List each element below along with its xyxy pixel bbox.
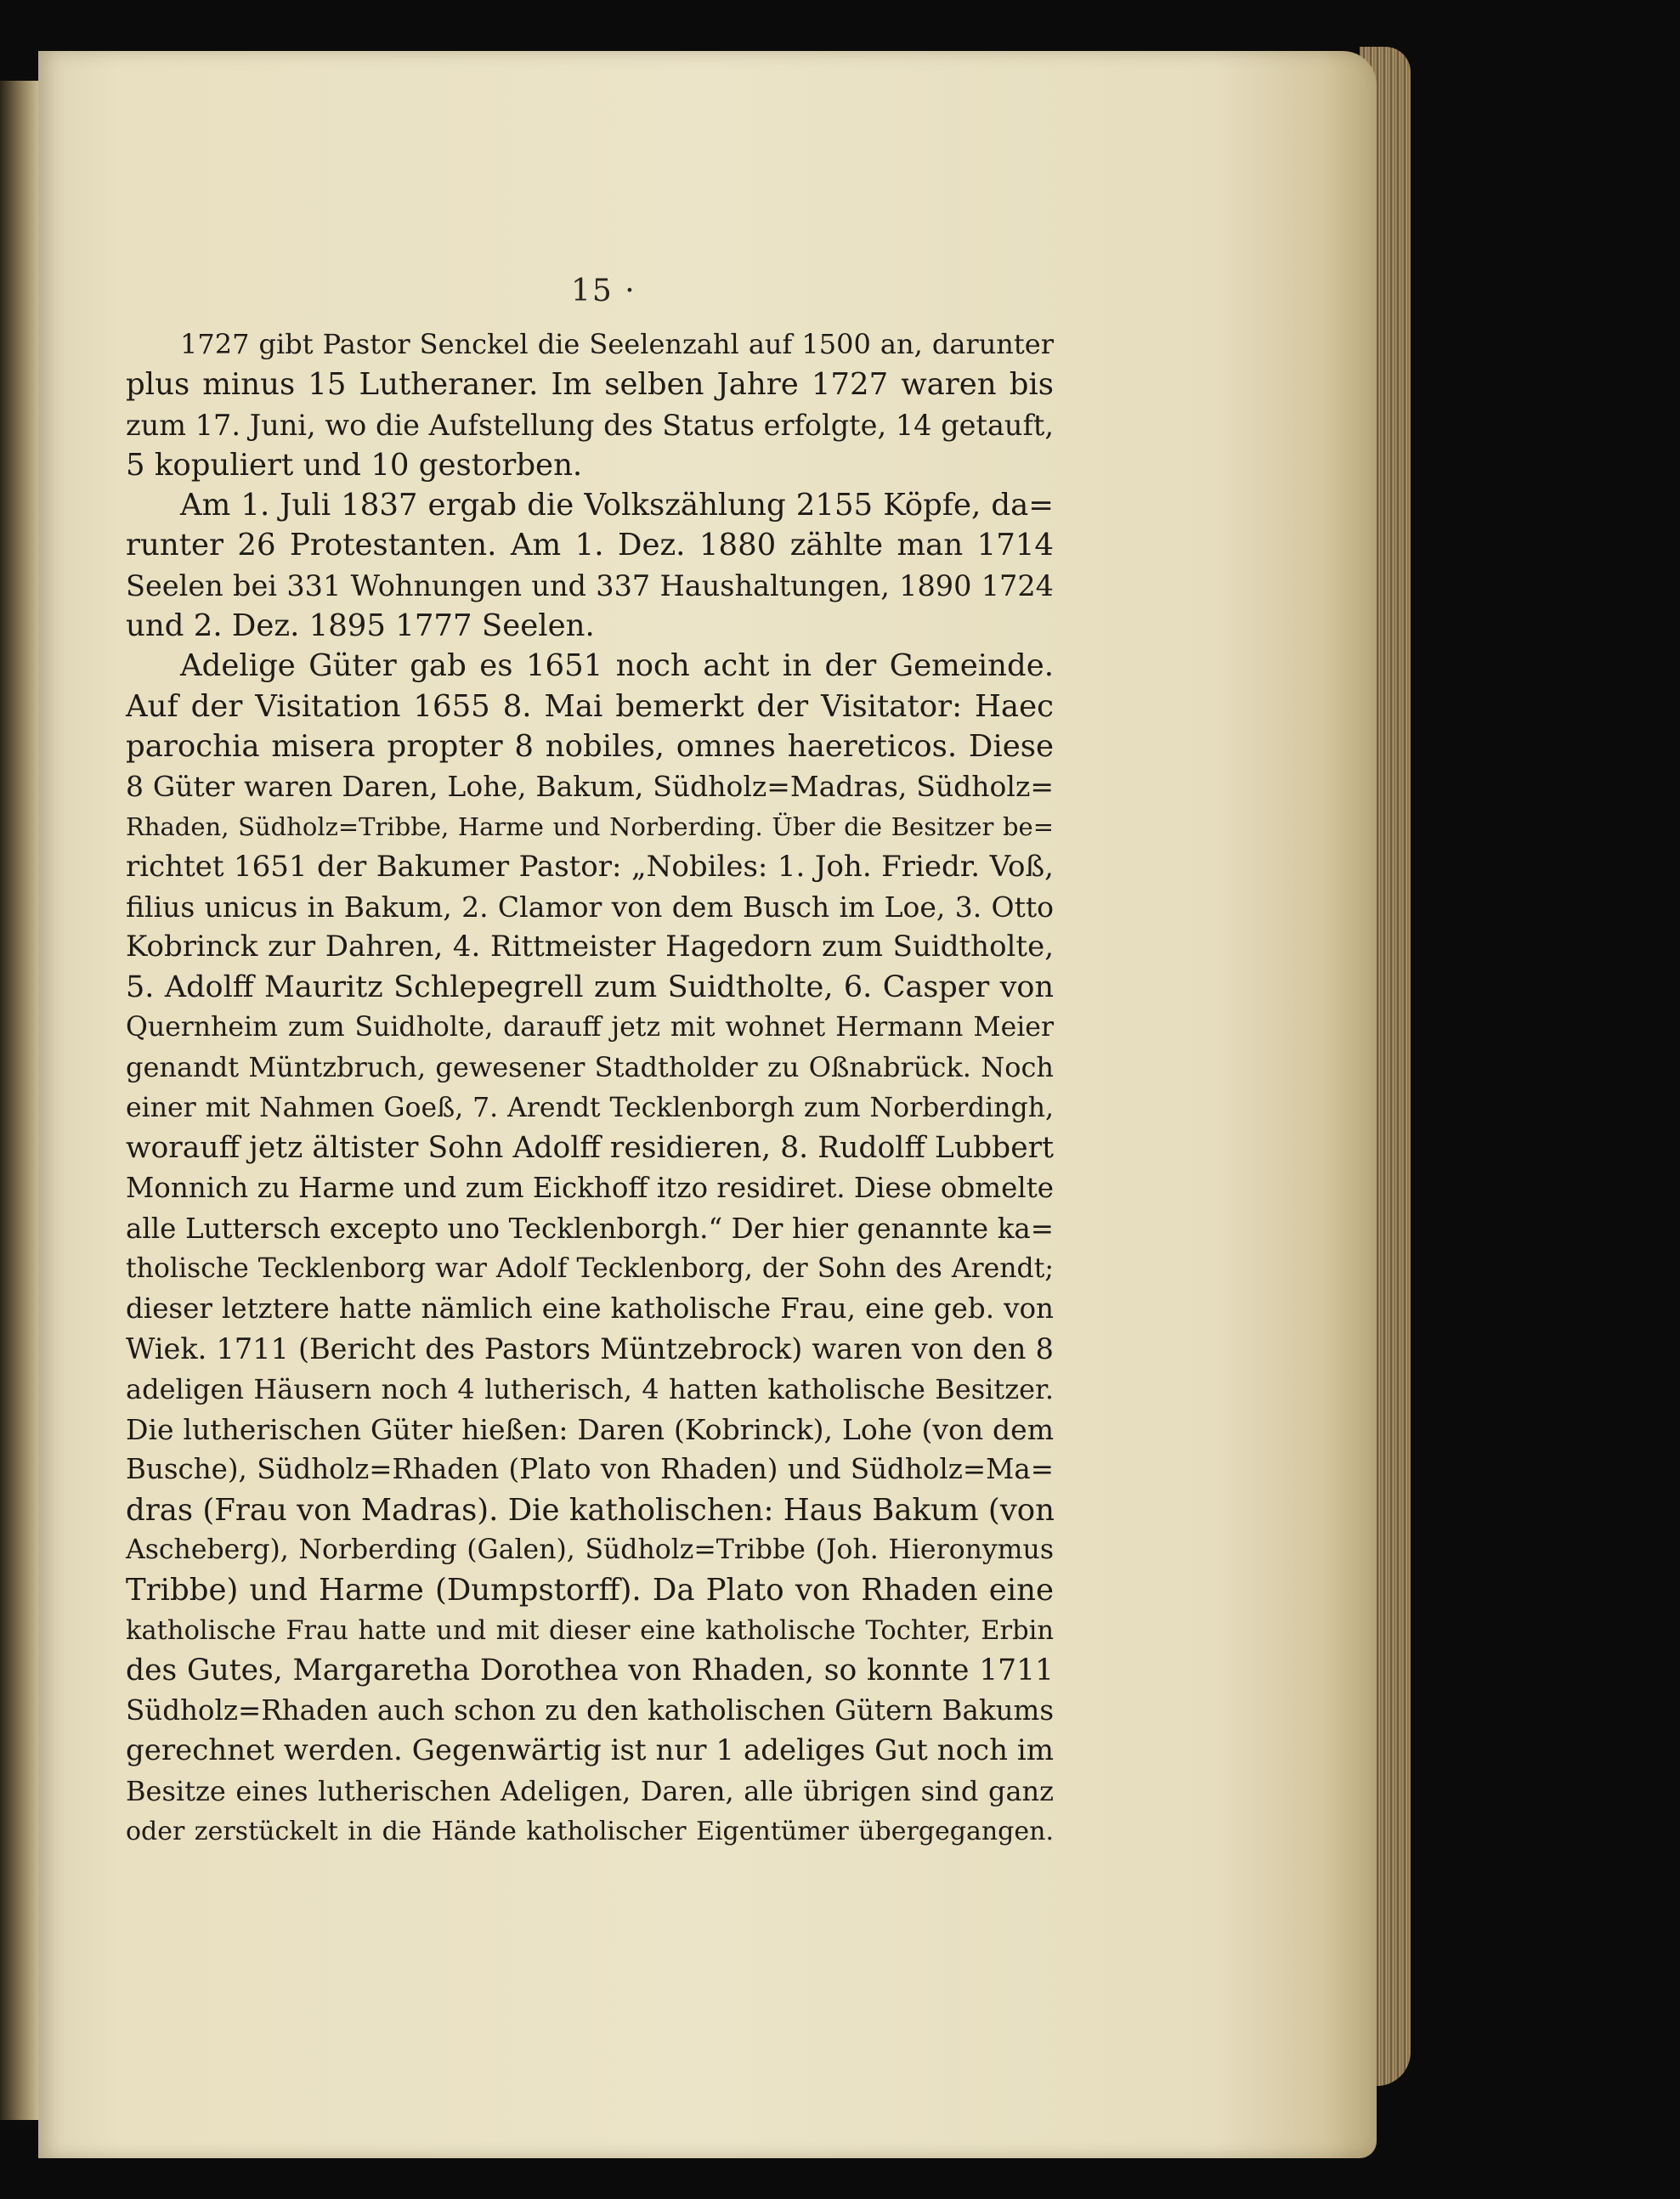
text-line: filius unicus in Bakum, 2. Clamor von dem Busch im Loe, 3. Otto (126, 890, 1054, 924)
text-line: Seelen bei 331 Wohnungen und 337 Haushaltungen, 1890 1724 (126, 568, 1054, 602)
text-line: Besitze eines lutherischen Adeligen, Daren, alle übrigen sind ganz (126, 1774, 1054, 1807)
text-line: 5 kopuliert und 10 gestorben. (126, 447, 583, 483)
text-line: alle Luttersch excepto uno Tecklenborgh.“ Der hier genannte ka= (126, 1212, 1054, 1245)
text-line: Rhaden, Südholz=Tribbe, Harme und Norberding. Über die Besitzer be= (126, 811, 1054, 841)
text-line: einer mit Nahmen Goeß, 7. Arendt Tecklenborgh zum Norberdingh, (126, 1092, 1054, 1123)
text-line: Monnich zu Harme und zum Eickhoff itzo residiret. Diese obmelte (126, 1172, 1054, 1205)
text-line: Am 1. Juli 1837 ergab die Volkszählung 2155 Köpfe, da= (180, 488, 1054, 523)
text-line: Südholz=Rhaden auch schon zu den katholischen Gütern Bakums (126, 1694, 1054, 1727)
text-line: Wiek. 1711 (Bericht des Pastors Müntzebrock) waren von den 8 (126, 1332, 1054, 1366)
text-line: Tribbe) und Harme (Dumpstorff). Da Plato von Rhaden eine (126, 1573, 1054, 1608)
text-line: zum 17. Juni, wo die Aufstellung des Status erfolgte, 14 getauft, (126, 408, 1054, 442)
text-line: tholische Tecklenborg war Adolf Tecklenborg, der Sohn des Arendt; (126, 1252, 1054, 1284)
text-line: Die lutherischen Güter hießen: Daren (Kobrinck), Lohe (von dem (126, 1413, 1054, 1447)
text-line: worauff jetz ältister Sohn Adolff residieren, 8. Rudolff Lubbert (126, 1130, 1054, 1165)
text-line: richtet 1651 der Bakumer Pastor: „Nobiles: 1. Joh. Friedr. Voß, (126, 849, 1054, 884)
text-line: dras (Frau von Madras). Die katholischen: Haus Bakum (von (126, 1492, 1055, 1528)
text-line: Ascheberg), Norberding (Galen), Südholz=Tribbe (Joh. Hieronymus (126, 1534, 1054, 1565)
text-line: genandt Müntzbruch, gewesener Stadtholder zu Oßnabrück. Noch (126, 1051, 1054, 1084)
text-line: Kobrinck zur Dahren, 4. Rittmeister Hagedorn zum Suidtholte, (126, 930, 1054, 964)
text-line: dieser letztere hatte nämlich eine katholische Frau, eine geb. von (126, 1292, 1054, 1326)
text-line: adeligen Häusern noch 4 lutherisch, 4 hatten katholische Besitzer. (126, 1372, 1054, 1405)
text-line: 5. Adolff Mauritz Schlepegrell zum Suidtholte, 6. Casper von (126, 969, 1054, 1004)
text-line: des Gutes, Margaretha Dorothea von Rhaden, so konnte 1711 (126, 1653, 1054, 1687)
text-line: Auf der Visitation 1655 8. Mai bemerkt der Visitator: Haec (126, 688, 1054, 724)
left-page-edge (0, 81, 38, 2120)
text-line: runter 26 Protestanten. Am 1. Dez. 1880 zählte man 1714 (126, 528, 1054, 563)
text-line: Quernheim zum Suidholte, darauff jetz mit wohnet Hermann Meier (126, 1012, 1054, 1043)
text-line: Busche), Südholz=Rhaden (Plato von Rhaden) und Südholz=Ma= (126, 1453, 1054, 1486)
text-line: 1727 gibt Pastor Senckel die Seelenzahl auf 1500 an, darunter (180, 328, 1054, 360)
page-number: 15 · (571, 274, 636, 308)
text-line: gerechnet werden. Gegenwärtig ist nur 1 adeliges Gut noch im (126, 1733, 1054, 1768)
text-line: und 2. Dez. 1895 1777 Seelen. (126, 608, 595, 644)
text-line: parochia misera propter 8 nobiles, omnes haereticos. Diese (126, 728, 1054, 764)
body-text (126, 325, 1054, 1851)
text-line: 8 Güter waren Daren, Lohe, Bakum, Südholz=Madras, Südholz= (126, 770, 1054, 804)
text-line: plus minus 15 Lutheraner. Im selben Jahre 1727 waren bis (126, 367, 1054, 403)
text-line: Adelige Güter gab es 1651 noch acht in der Gemeinde. (180, 648, 1054, 684)
text-line: oder zerstückelt in die Hände katholischer Eigentümer übergegangen. (126, 1816, 1054, 1846)
text-line: katholische Frau hatte und mit dieser eine katholische Tochter, Erbin (126, 1615, 1054, 1646)
